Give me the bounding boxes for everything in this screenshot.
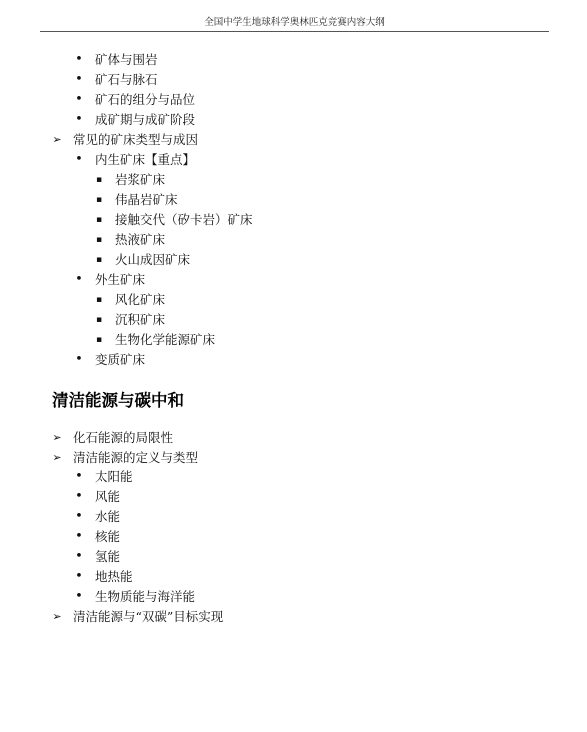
outline-item-level1 <box>0 448 587 468</box>
round-bullet-icon: • <box>75 92 83 107</box>
square-bullet-icon: ▪ <box>95 335 103 345</box>
outline-item-level2 <box>0 90 587 110</box>
outline-item-text: 沉积矿床 <box>115 312 166 327</box>
arrow-bullet-icon: ➢ <box>52 610 62 623</box>
outline-item-level2 <box>0 350 587 370</box>
arrow-bullet-icon: ➢ <box>52 133 62 146</box>
round-bullet-icon: • <box>75 589 83 604</box>
outline-item-level3 <box>0 190 587 210</box>
outline-item-text: 风化矿床 <box>115 292 166 307</box>
outline-item-text: 风能 <box>95 489 121 504</box>
outline-item-text: 核能 <box>95 529 121 544</box>
round-bullet-icon: • <box>75 352 83 367</box>
round-bullet-icon: • <box>75 152 83 167</box>
round-bullet-icon: • <box>75 569 83 584</box>
section-heading: 清洁能源与碳中和 <box>52 391 184 410</box>
outline-item-level2 <box>0 70 587 90</box>
arrow-bullet-icon: ➢ <box>52 431 62 444</box>
square-bullet-icon: ▪ <box>95 215 103 225</box>
outline-item-text: 成矿期与成矿阶段 <box>95 112 196 127</box>
outline-item-level2 <box>0 567 587 587</box>
outline-item-level2 <box>0 587 587 607</box>
outline-item-text: 变质矿床 <box>95 352 146 367</box>
round-bullet-icon: • <box>75 72 83 87</box>
outline-item-text: 生物质能与海洋能 <box>95 589 196 604</box>
outline-item-level1 <box>0 607 587 627</box>
outline-item-level3 <box>0 290 587 310</box>
outline-item-level3 <box>0 250 587 270</box>
outline-item-text: 接触交代（矽卡岩）矿床 <box>115 212 253 227</box>
header-rule <box>40 31 549 32</box>
outline-item-level3 <box>0 230 587 250</box>
outline-item-text: 生物化学能源矿床 <box>115 332 216 347</box>
square-bullet-icon: ▪ <box>95 175 103 185</box>
outline-item-text: 氢能 <box>95 549 121 564</box>
arrow-bullet-icon: ➢ <box>52 451 62 464</box>
outline-item-text: 清洁能源的定义与类型 <box>73 450 199 465</box>
round-bullet-icon: • <box>75 112 83 127</box>
outline-item-level2 <box>0 467 587 487</box>
outline-item-text: 内生矿床【重点】 <box>95 152 196 167</box>
outline-item-text: 太阳能 <box>95 469 133 484</box>
square-bullet-icon: ▪ <box>95 295 103 305</box>
outline-item-text: 地热能 <box>95 569 133 584</box>
outline-item-level2 <box>0 507 587 527</box>
outline-item-text: 火山成因矿床 <box>115 252 191 267</box>
square-bullet-icon: ▪ <box>95 195 103 205</box>
square-bullet-icon: ▪ <box>95 315 103 325</box>
outline-item-text: 伟晶岩矿床 <box>115 192 178 207</box>
outline-item-text: 化石能源的局限性 <box>73 430 174 445</box>
outline-item-text: 热液矿床 <box>115 232 166 247</box>
outline-item-text: 清洁能源与“双碳”目标实现 <box>73 609 224 624</box>
round-bullet-icon: • <box>75 272 83 287</box>
outline-item-level2 <box>0 270 587 290</box>
round-bullet-icon: • <box>75 489 83 504</box>
outline-item-text: 常见的矿床类型与成因 <box>73 132 199 147</box>
outline-item-level3 <box>0 330 587 350</box>
outline-item-level3 <box>0 210 587 230</box>
outline-item-level3 <box>0 310 587 330</box>
outline-item-level2 <box>0 150 587 170</box>
round-bullet-icon: • <box>75 549 83 564</box>
outline-item-level2 <box>0 110 587 130</box>
square-bullet-icon: ▪ <box>95 255 103 265</box>
outline-item-text: 水能 <box>95 509 121 524</box>
outline-item-text: 岩浆矿床 <box>115 172 166 187</box>
round-bullet-icon: • <box>75 529 83 544</box>
outline-item-text: 矿石的组分与品位 <box>95 92 196 107</box>
round-bullet-icon: • <box>75 52 83 67</box>
outline-item-level2 <box>0 50 587 70</box>
round-bullet-icon: • <box>75 509 83 524</box>
outline-item-level2 <box>0 527 587 547</box>
outline-item-level3 <box>0 170 587 190</box>
outline-item-text: 矿体与围岩 <box>95 52 158 67</box>
outline-item-text: 矿石与脉石 <box>95 72 158 87</box>
page-header: 全国中学生地球科学奥林匹克竞赛内容大纲 <box>204 17 385 28</box>
outline-item-level2 <box>0 547 587 567</box>
outline-item-text: 外生矿床 <box>95 272 146 287</box>
outline-item-level2 <box>0 487 587 507</box>
square-bullet-icon: ▪ <box>95 235 103 245</box>
round-bullet-icon: • <box>75 469 83 484</box>
outline-item-level1 <box>0 428 587 448</box>
outline-item-level1 <box>0 130 587 150</box>
